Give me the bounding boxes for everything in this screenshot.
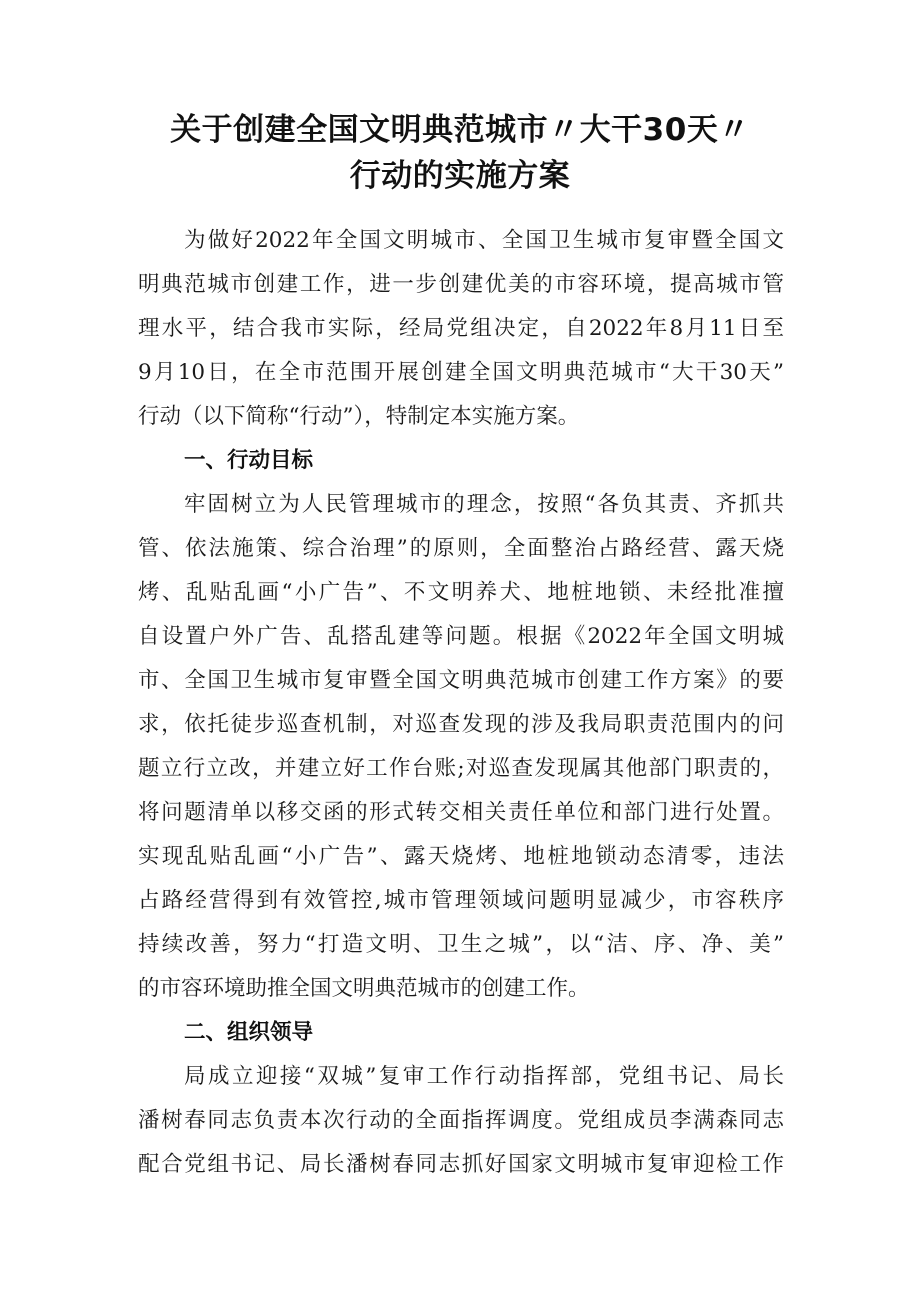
document-title-line-1: 关于创建全国文明典范城市〃大干30天〃 bbox=[170, 112, 750, 148]
intro-line: 为做好2022年全国文明城市、全国卫生城市复审暨全国文 bbox=[184, 228, 784, 253]
section2-line: 配合党组书记、局长潘树春同志抓好国家文明城市复审迎检工作 bbox=[138, 1152, 784, 1177]
section1-line: 牢固树立为人民管理城市的理念，按照“各负其责、齐抓共 bbox=[184, 492, 784, 517]
section1-line: 自设置户外广告、乱搭乱建等问题。根据《2022年全国文明城 bbox=[138, 624, 784, 649]
intro-line: 9月10日，在全市范围开展创建全国文明典范城市“大干30天” bbox=[138, 360, 784, 385]
section1-line: 实现乱贴乱画“小广告”、露天烧烤、地桩地锁动态清零，违法 bbox=[138, 844, 784, 869]
section2-line: 潘树春同志负责本次行动的全面指挥调度。党组成员李满森同志 bbox=[138, 1108, 784, 1133]
section1-line: 市、全国卫生城市复审暨全国文明典范城市创建工作方案》的要 bbox=[138, 668, 784, 693]
intro-line: 明典范城市创建工作，进一步创建优美的市容环境，提高城市管 bbox=[138, 272, 784, 297]
section1-line: 持续改善，努力“打造文明、卫生之城”，以“洁、序、净、美” bbox=[138, 932, 784, 957]
section1-line: 将问题清单以移交函的形式转交相关责任单位和部门进行处置。 bbox=[138, 800, 784, 825]
section-heading-goals: 一、行动目标 bbox=[184, 448, 314, 473]
intro-line: 理水平，结合我市实际，经局党组决定，自2022年8月11日至 bbox=[138, 316, 784, 341]
section1-line: 占路经营得到有效管控,城市管理领域问题明显减少，市容秩序 bbox=[138, 888, 784, 913]
section1-line: 烤、乱贴乱画“小广告”、不文明养犬、地桩地锁、未经批准擅 bbox=[138, 580, 784, 605]
section1-line: 求，依托徒步巡查机制，对巡查发现的涉及我局职责范围内的问 bbox=[138, 712, 784, 737]
section2-line: 局成立迎接“双城”复审工作行动指挥部，党组书记、局长 bbox=[184, 1064, 784, 1089]
document-title-line-2: 行动的实施方案 bbox=[349, 158, 571, 194]
section1-line: 管、依法施策、综合治理”的原则，全面整治占路经营、露天烧 bbox=[138, 536, 784, 561]
section-heading-organization: 二、组织领导 bbox=[184, 1020, 314, 1045]
section1-line: 题立行立改，并建立好工作台账;对巡查发现属其他部门职责的， bbox=[138, 756, 784, 781]
intro-line: 行动（以下简称“行动”），特制定本实施方案。 bbox=[138, 404, 580, 429]
section1-line: 的市容环境助推全国文明典范城市的创建工作。 bbox=[138, 976, 590, 1001]
